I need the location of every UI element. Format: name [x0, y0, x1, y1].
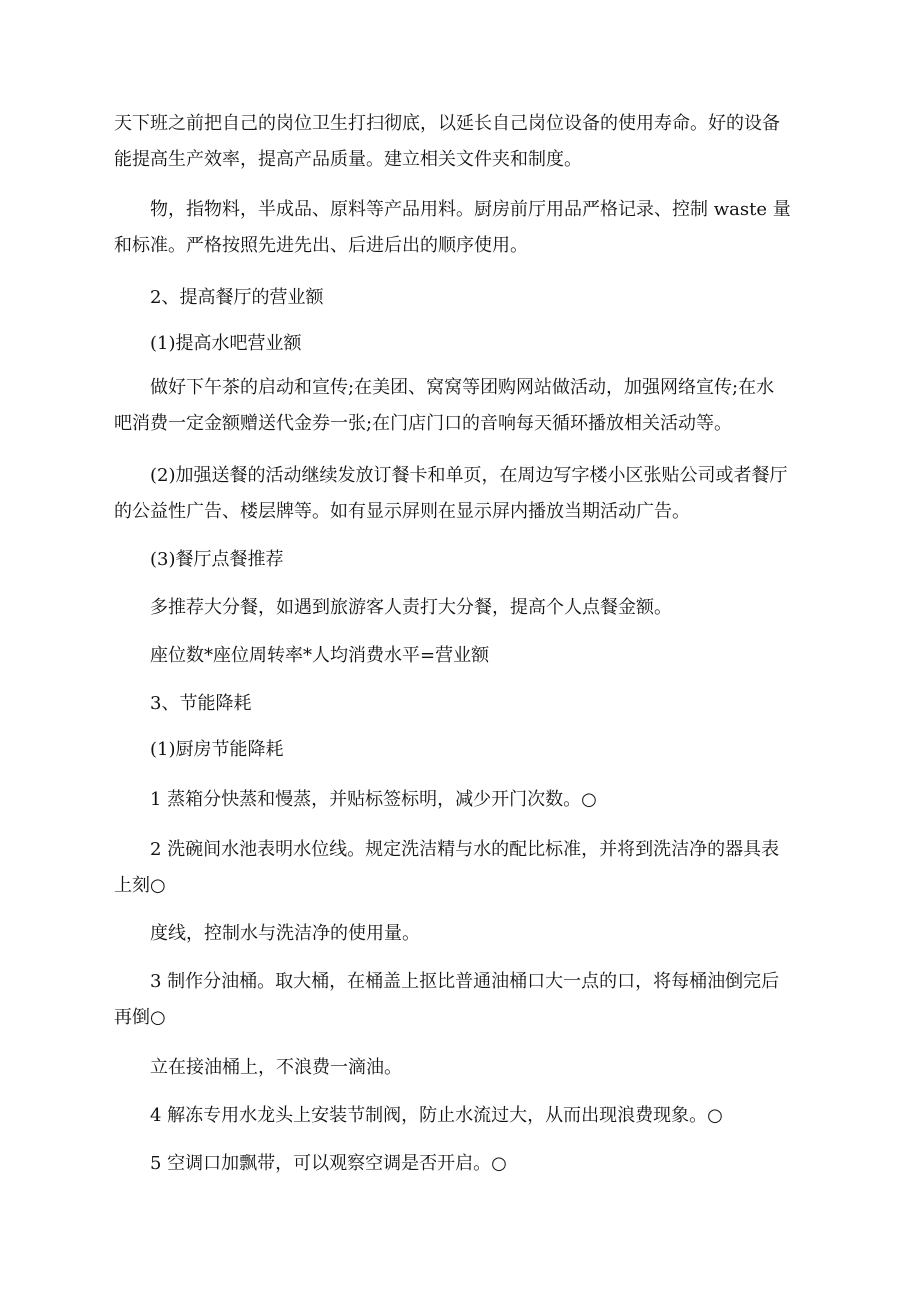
paragraph-line: 和标准。严格按照先进先出、后进后出的顺序使用。	[114, 235, 528, 256]
paragraph-line: 3 制作分油桶。取大桶，在桶盖上抠比普通油桶口大一点的口，将每桶油倒完后	[150, 971, 780, 992]
paragraph-delivery	[114, 458, 814, 530]
paragraph-line: 的公益性广告、楼层牌等。如有显示屏则在显示屏内播放当期活动广告。	[114, 501, 690, 522]
subheading-kitchen-energy: (1)厨房节能降耗	[150, 739, 284, 760]
list-item-steamer: 1 蒸箱分快蒸和慢蒸，并贴标签标明，减少开门次数。○	[150, 789, 597, 810]
subheading-bar-revenue: (1)提高水吧营业额	[150, 333, 302, 354]
list-item-dishwashing	[114, 832, 814, 904]
paragraph-line: 再倒○	[114, 1007, 166, 1028]
paragraph-oil-drip: 立在接油桶上，不浪费一滴油。	[150, 1057, 402, 1078]
list-item-faucet: 4 解冻专用水龙头上安装节制阀，防止水流过大，从而出现浪费现象。○	[150, 1105, 723, 1126]
paragraph-line: 2 洗碗间水池表明水位线。规定洗洁精与水的配比标准，并将到洗洁净的器具表	[150, 839, 780, 860]
paragraph-materials	[114, 192, 814, 264]
section-heading-revenue: 2、提高餐厅的营业额	[150, 287, 324, 308]
subheading-ordering: (3)餐厅点餐推荐	[150, 549, 284, 570]
list-item-air-conditioner: 5 空调口加飘带，可以观察空调是否开启。○	[150, 1153, 507, 1174]
paragraph-line: (2)加强送餐的活动继续发放订餐卡和单页，在周边写字楼小区张贴公司或者餐厅	[150, 465, 788, 486]
paragraph-line: 天下班之前把自己的岗位卫生打扫彻底，以延长自己岗位设备的使用寿命。好的设备	[114, 113, 780, 134]
paragraph-afternoon-tea	[114, 370, 814, 442]
section-heading-energy: 3、节能降耗	[150, 693, 252, 714]
paragraph-line: 物，指物料，半成品、原料等产品用料。厨房前厅用品严格记录、控制 waste 量	[150, 199, 791, 220]
list-item-oil-bucket	[114, 964, 814, 1036]
paragraph-line: 能提高生产效率，提高产品质量。建立相关文件夹和制度。	[114, 149, 582, 170]
paragraph-equipment-cleaning	[114, 106, 814, 178]
paragraph-line: 做好下午茶的启动和宣传;在美团、窝窝等团购网站做活动，加强网络宣传;在水	[150, 377, 775, 398]
paragraph-line: 上刻○	[114, 875, 166, 896]
paragraph-recommend: 多推荐大分餐，如遇到旅游客人责打大分餐，提高个人点餐金额。	[150, 597, 672, 618]
formula-revenue: 座位数*座位周转率*人均消费水平=营业额	[150, 645, 490, 666]
paragraph-line: 吧消费一定金额赠送代金券一张;在门店门口的音响每天循环播放相关活动等。	[114, 413, 733, 434]
paragraph-waterline: 度线，控制水与洗洁净的使用量。	[150, 923, 420, 944]
